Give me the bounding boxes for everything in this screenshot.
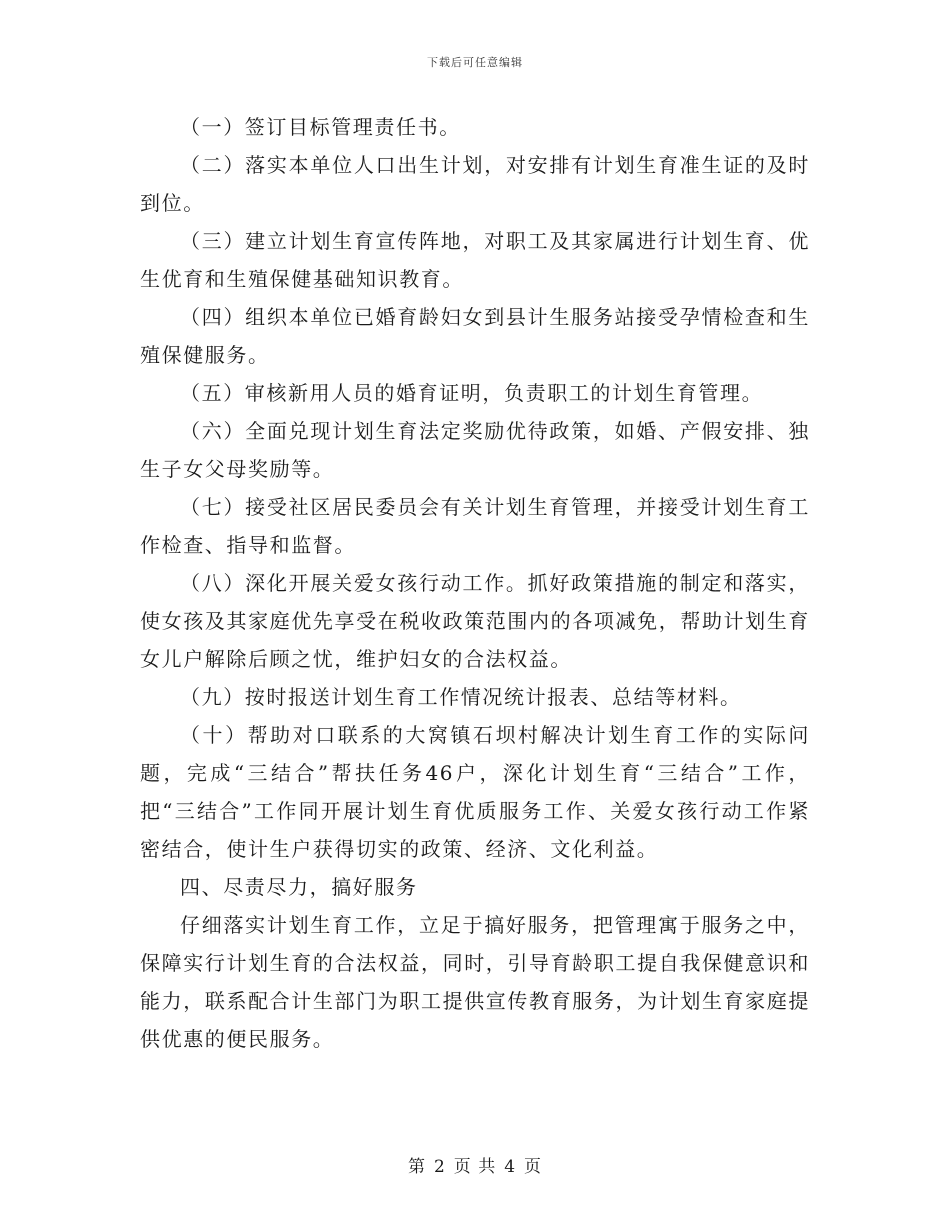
page-total: 4 (504, 1157, 517, 1177)
paragraph-item-8: （八）深化开展关爱女孩行动工作。抓好政策措施的制定和落实，使女孩及其家庭优先享受在税收政策范围内的各项减免，帮助计划生育女儿户解除后顾之忧，维护妇女的合法权益。 (140, 571, 810, 671)
paragraph-item-2: （二）落实本单位人口出生计划，对安排有计划生育准生证的及时到位。 (140, 153, 810, 215)
section-heading: 四、尽责尽力，搞好服务 (180, 875, 418, 899)
paragraph-item-1: （一）签订目标管理责任书。 (180, 115, 461, 139)
paragraph-item-5: （五）审核新用人员的婚育证明，负责职工的计划生育管理。 (180, 381, 764, 405)
header-text: 下载后可任意编辑 (427, 56, 523, 69)
paragraph-item-3: （三）建立计划生育宣传阵地，对职工及其家属进行计划生育、优生优育和生殖保健基础知识教育。 (140, 229, 810, 291)
footer-prefix: 第 (407, 1157, 426, 1177)
paragraph-item-10: （十）帮助对口联系的大窝镇石坝村解决计划生育工作的实际问题，完成“三结合”帮扶任务46户，深化计划生育“三结合”工作，把“三结合”工作同开展计划生育优质服务工作、关爱女孩行动工作紧密结合，使计生户获得切实的政策、经济、文化利益。 (140, 723, 810, 861)
paragraph-service: 仔细落实计划生育工作，立足于搞好服务，把管理寓于服务之中，保障实行计划生育的合法权益，同时，引导育龄职工提自我保健意识和能力，联系配合计生部门为职工提供宣传教育服务，为计划生育家庭提供优惠的便民服务。 (140, 913, 810, 1051)
footer-suffix: 页 (524, 1157, 543, 1177)
page-header (0, 54, 950, 70)
document-body (140, 108, 810, 1058)
paragraph-item-4: （四）组织本单位已婚育龄妇女到县计生服务站接受孕情检查和生殖保健服务。 (140, 305, 810, 367)
page-number: 2 (433, 1157, 446, 1177)
paragraph-item-6: （六）全面兑现计划生育法定奖励优待政策，如婚、产假安排、独生子女父母奖励等。 (140, 419, 810, 481)
footer-middle: 页 共 (453, 1157, 497, 1177)
page-footer (0, 1152, 950, 1177)
paragraph-item-9: （九）按时报送计划生育工作情况统计报表、总结等材料。 (180, 685, 742, 709)
paragraph-item-7: （七）接受社区居民委员会有关计划生育管理，并接受计划生育工作检查、指导和监督。 (140, 495, 810, 557)
